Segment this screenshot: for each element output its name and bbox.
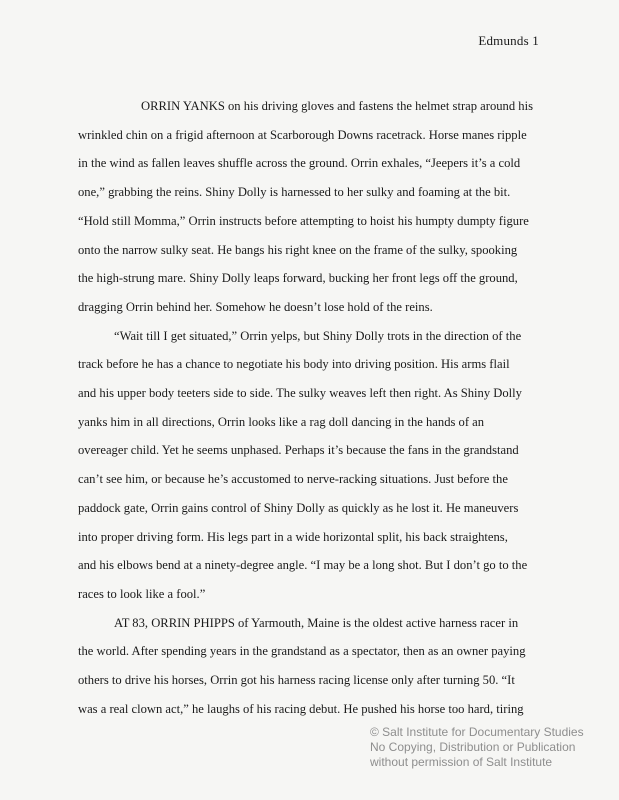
text-line: paddock gate, Orrin gains control of Shiny Dolly as quickly as he lost it. He maneuvers bbox=[78, 500, 519, 515]
text-line: ORRIN YANKS on his driving gloves and fastens the helmet strap around his bbox=[141, 99, 533, 113]
text-line: can’t see him, or because he’s accustomed to nerve-racking situations. Just before the bbox=[78, 472, 508, 487]
text-line: track before he has a chance to negotiate his body into driving position. His arms flail bbox=[78, 357, 510, 372]
watermark-line: No Copying, Distribution or Publication bbox=[370, 740, 576, 754]
text-line: yanks him in all directions, Orrin looks like a rag doll dancing in the hands of an bbox=[78, 414, 485, 429]
manuscript-body bbox=[78, 92, 553, 723]
text-line: onto the narrow sulky seat. He bangs his right knee on the frame of the sulky, spooking bbox=[78, 242, 518, 257]
watermark-line: © Salt Institute for Documentary Studies bbox=[370, 725, 584, 739]
text-line: the high-strung mare. Shiny Dolly leaps forward, bucking her front legs off the ground, bbox=[78, 271, 518, 286]
paragraph-2 bbox=[78, 322, 553, 609]
text-line: overeager child. Yet he seems unphased. Perhaps it’s because the fans in the grandstand bbox=[78, 443, 519, 458]
running-head: Edmunds 1 bbox=[478, 33, 539, 48]
text-line: and his elbows bend at a ninety-degree angle. “I may be a long shot. But I don’t go to the bbox=[78, 558, 528, 573]
text-line: “Hold still Momma,” Orrin instructs before attempting to hoist his humpty dumpty figure bbox=[78, 213, 529, 228]
text-line: and his upper body teeters side to side. The sulky weaves left then right. As Shiny Dolly bbox=[78, 386, 522, 401]
paragraph-3 bbox=[78, 609, 553, 724]
text-line: dragging Orrin behind her. Somehow he doesn’t lose hold of the reins. bbox=[78, 299, 433, 314]
text-line: into proper driving form. His legs part in a wide horizontal split, his back straightens, bbox=[78, 529, 508, 544]
text-line: was a real clown act,” he laughs of his racing debut. He pushed his horse too hard, tiring bbox=[78, 701, 524, 716]
text-line: wrinkled chin on a frigid afternoon at Scarborough Downs racetrack. Horse manes ripple bbox=[78, 127, 527, 142]
text-line: “Wait till I get situated,” Orrin yelps, but Shiny Dolly trots in the direction of the bbox=[114, 328, 522, 343]
text-line: one,” grabbing the reins. Shiny Dolly is harnessed to her sulky and foaming at the bit. bbox=[78, 185, 511, 200]
text-line: AT 83, ORRIN PHIPPS of Yarmouth, Maine is the oldest active harness racer in bbox=[114, 615, 519, 630]
copyright-watermark bbox=[370, 725, 584, 770]
text-line: the world. After spending years in the grandstand as a spectator, then as an owner paying bbox=[78, 644, 526, 659]
text-line: in the wind as fallen leaves shuffle across the ground. Orrin exhales, “Jeepers it’s a cold bbox=[78, 156, 521, 171]
paragraph-1 bbox=[78, 92, 553, 322]
text-line: others to drive his horses, Orrin got his harness racing license only after turning 50. “It bbox=[78, 673, 515, 688]
text-line: races to look like a fool.” bbox=[78, 586, 206, 601]
watermark-line: without permission of Salt Institute bbox=[370, 755, 553, 769]
